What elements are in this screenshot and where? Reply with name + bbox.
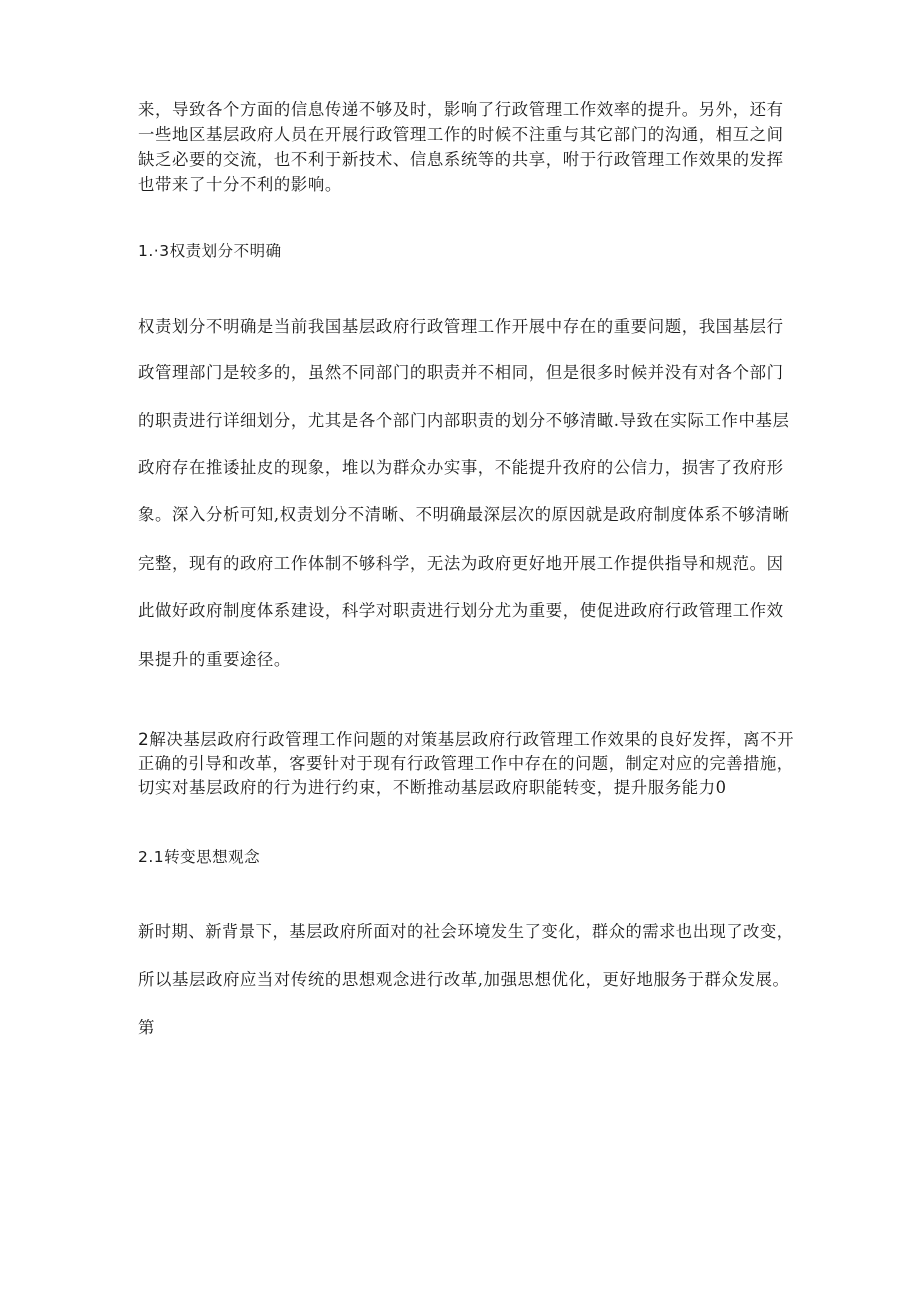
paragraph-line: 一些地区基层政府人员在开展行政管理工作的时候不注重与其它部门的沟通，相互之间 [138, 125, 784, 144]
paragraph-line: 的职责进行详细划分，尤其是各个部门内部职责的划分不够清瞰.导致在实际工作中基层 [138, 411, 790, 430]
paragraph-line: 完整，现有的政府工作体制不够科学，无法为政府更好地开展工作提供指导和规范。因 [138, 554, 784, 573]
paragraph-line: 也带来了十分不利的影响。 [138, 175, 342, 194]
line-text: 解决基层政府行政管理工作问题的对策基层政府行政管理工作效果的良好发挥，离不开 [149, 730, 795, 749]
paragraph-line: 来，导致各个方面的信息传递不够及时，影响了行政管理工作效率的提升。另外，还有 [138, 100, 784, 119]
paragraph-line [138, 730, 794, 750]
paragraph-line: 此做好政府制度体系建设，科学对职责进行划分尤为重要，使促进政府行政管理工作效 [138, 601, 784, 620]
paragraph-line: 权责划分不明确是当前我国基层政府行政管理工作开展中存在的重要问题，我国基层行 [138, 317, 784, 336]
section-heading-2-1: 2.1转变思想观念 [138, 848, 261, 866]
paragraph-line: 所以基层政府应当对传统的思想观念进行改革,加强思想优化，更好地服务于群众发展。 [138, 970, 790, 989]
paragraph-line: 正确的引导和改革，客要针对于现有行政管理工作中存在的问题，制定对应的完善措施， [138, 754, 794, 773]
section-number: 2 [138, 730, 150, 750]
section-heading-1-3: 1.·3权责划分不明确 [138, 242, 282, 260]
paragraph-line: 政管理部门是较多的，虽然不同部门的职责并不相同，但是很多时候并没有对各个部门 [138, 363, 784, 382]
paragraph-line: 果提升的重要途径。 [138, 650, 291, 669]
paragraph-line: 切实对基层政府的行为进行约束，不断推动基层政府职能转变，提升服务能力0 [138, 778, 727, 797]
paragraph-line: 缺乏必要的交流，也不利于新技术、信息系统等的共享，咐于行政管理工作效果的发挥 [138, 150, 784, 169]
paragraph-line: 象。深入分析可知,权责划分不清晰、不明确最深层次的原因就是政府制度体系不够清晰 [138, 505, 790, 524]
trailing-character: 第 [138, 1018, 155, 1037]
paragraph-line: 新时期、新背景下，基层政府所面对的社会环境发生了变化，群众的需求也出现了改变， [138, 922, 794, 941]
paragraph-line: 政府存在推诿扯皮的现象，堆以为群众办实事，不能提升孜府的公信力，损害了孜府形 [138, 458, 784, 477]
